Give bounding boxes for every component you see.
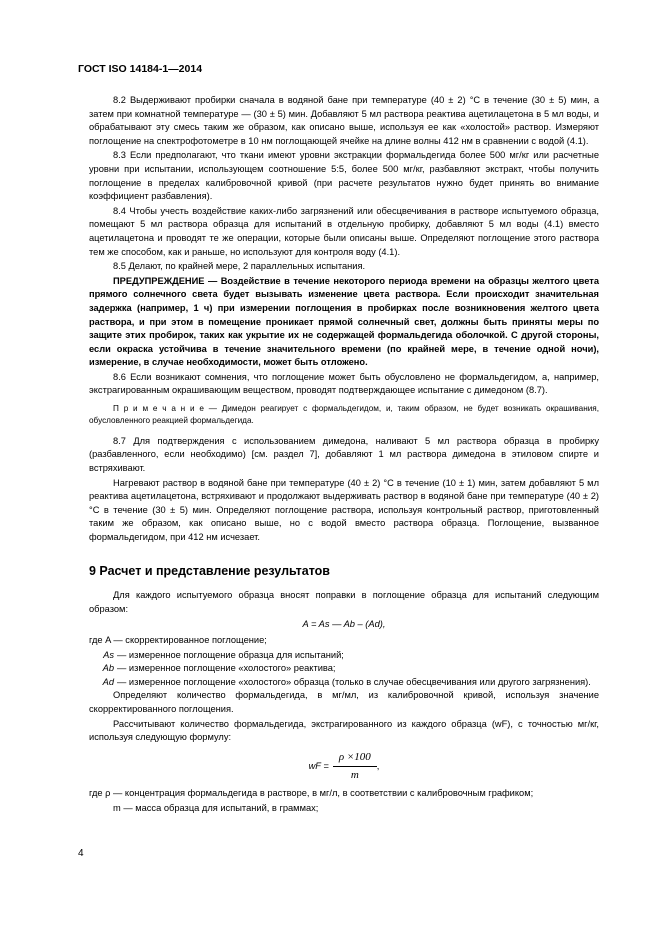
paragraph-8-3: 8.3 Если предполагают, что ткани имеют уровни экстракции формальдегида более 500 мг/кг или расчетные уровни при испытании, использующем соотношение 5:5, более 500 мг/кг, разбавляют экстракт, чтобы получить поглощение в пределах калибровочной кривой (при расчете результатов нужно будет принять во внимание коэффициент разбавления). [89,150,599,202]
definition-symbol: Ab [102,663,114,674]
paragraph-calculation: Рассчитывают количество формальдегида, экстрагированного из каждого образца (wF), с точностью мг/кг, используя следующую формулу: [89,718,599,743]
definition-text: — измеренное поглощение «холостого» образца (только в случае обесцвечивания или другого загрязнения). [117,676,591,687]
definition-list [89,649,599,690]
fraction-denominator: m [350,769,359,782]
paragraph-8-7: 8.7 Для подтверждения с использованием димедона, наливают 5 мл раствора образца в пробирку (разбавленного, если необходимо) [см. раздел 7], добавляют 1 мл раствора димедона в этиловом спирте и встряхивают. [89,435,599,474]
fraction-numerator: ρ ×100 [333,751,377,768]
definition-symbol: Ad [102,676,114,687]
section-9-heading: 9 Расчет и представление результатов [89,563,330,578]
paragraph-8-6: 8.6 Если возникают сомнения, что поглощение может быть обусловлено не формальдегидом, а, например, экстрагированным окрашивающим веществом, проводят подтверждающее испытание с димедоном (8.7). [89,371,599,396]
definition-item [89,649,599,663]
page-body [89,94,599,816]
formula-lhs: wF = [308,761,329,772]
where-clause-rho: где ρ — концентрация формальдегида в растворе, в мг/л, в соответствии с калибровочным графиком; [89,787,534,798]
document-header: ГОСТ ISO 14184-1—2014 [78,63,203,75]
definition-item [89,662,599,676]
formula-tail: , [376,761,380,772]
note: П р и м е ч а н и е — Димедон реагирует с формальдегидом, и, таким образом, не будет возникать окрашивания, обусловленного реакцией формальдегида. [89,404,599,426]
paragraph-8-4: 8.4 Чтобы учесть воздействие каких-либо загрязнений или обесцвечивания в растворе испытуемого образца, помещают 5 мл раствора образца для испытаний в отдельную пробирку, добавляют 5 мл воды (4.1) вместо ацетилацетона и проводят те же операции, которые были описаны выше. Определяют поглощение этого раствора тем же способом, как и раньше, но используют для контроля воду (4.1). [89,205,599,257]
paragraph-concentration: Определяют количество формальдегида, в мг/мл, из калибровочной кривой, используя значение скорректированного поглощения. [89,690,599,714]
page-number: 4 [78,848,84,859]
fraction [333,751,377,783]
warning-paragraph: ПРЕДУПРЕЖДЕНИЕ — Воздействие в течение некоторого периода времени на образцы желтого цвета прямого солнечного света будет вызывать изменение цвета раствора. Если происходит значительная задержка (например, 1 ч) при измерении поглощения в пробирках после возникновения желтого цвета раствора, и при этом в помещение проникает прямой солнечный свет, должны быть приняты меры по защите этих пробирок, таких как укрытие их не содержащей формальдегида оболочкой. С другой стороны, если окраска устойчива в течение значительного времени (по крайней мере, в течение одной ночи), измерение, в случае необходимости, может быть отложено. [89,275,599,368]
definition-item [89,676,599,690]
equation-corrected-absorbance: A = As — Ab – (Ad), [302,619,386,630]
formula-wf [89,751,599,783]
definition-symbol: As [103,649,114,660]
definition-text: — измеренное поглощение «холостого» реактива; [117,663,336,674]
where-clause-a: где A — скорректированное поглощение; [89,635,267,645]
definition-text: — измеренное поглощение образца для испытаний; [117,649,344,660]
section-9-intro: Для каждого испытуемого образца вносят поправки в поглощение образца для испытаний следующим образом: [89,590,599,614]
where-clause-m: m — масса образца для испытаний, в граммах; [113,802,319,813]
paragraph-8-2: 8.2 Выдерживают пробирки сначала в водяной бане при температуре (40 ± 2) °С в течение (30 ± 5) мин, а затем при комнатной температуре — (30 ± 5) мин. Добавляют 5 мл раствора реактива ацетилацетона в 5 мл воды, и обрабатывают эту смесь таким же образом, как описано выше, используя ее как «холостой» раствор. Измеряют поглощение на спектрофотометре в 10 нм поглощающей ячейке на длине волны 412 нм в сравнении с водой (4.1). [89,95,599,146]
paragraph-8-7-continued: Нагревают раствор в водяной бане при температуре (40 ± 2) °С в течение (10 ± 1) мин, затем добавляют 5 мл реактива ацетилацетона, встряхивают и продолжают выдерживать раствор в водяной бане при температуре (40 ± 2) °С в течение (30 ± 5) мин. Определяют поглощение раствора, используя контрольный раствор, приготовленный таким же образом, как описано выше, но с водой вместо раствора образца. Поглощение, вызванное формальдегидом, при 412 нм исчезает. [89,477,599,543]
paragraph-8-5: 8.5 Делают, по крайней мере, 2 параллельных испытания. [113,261,366,272]
